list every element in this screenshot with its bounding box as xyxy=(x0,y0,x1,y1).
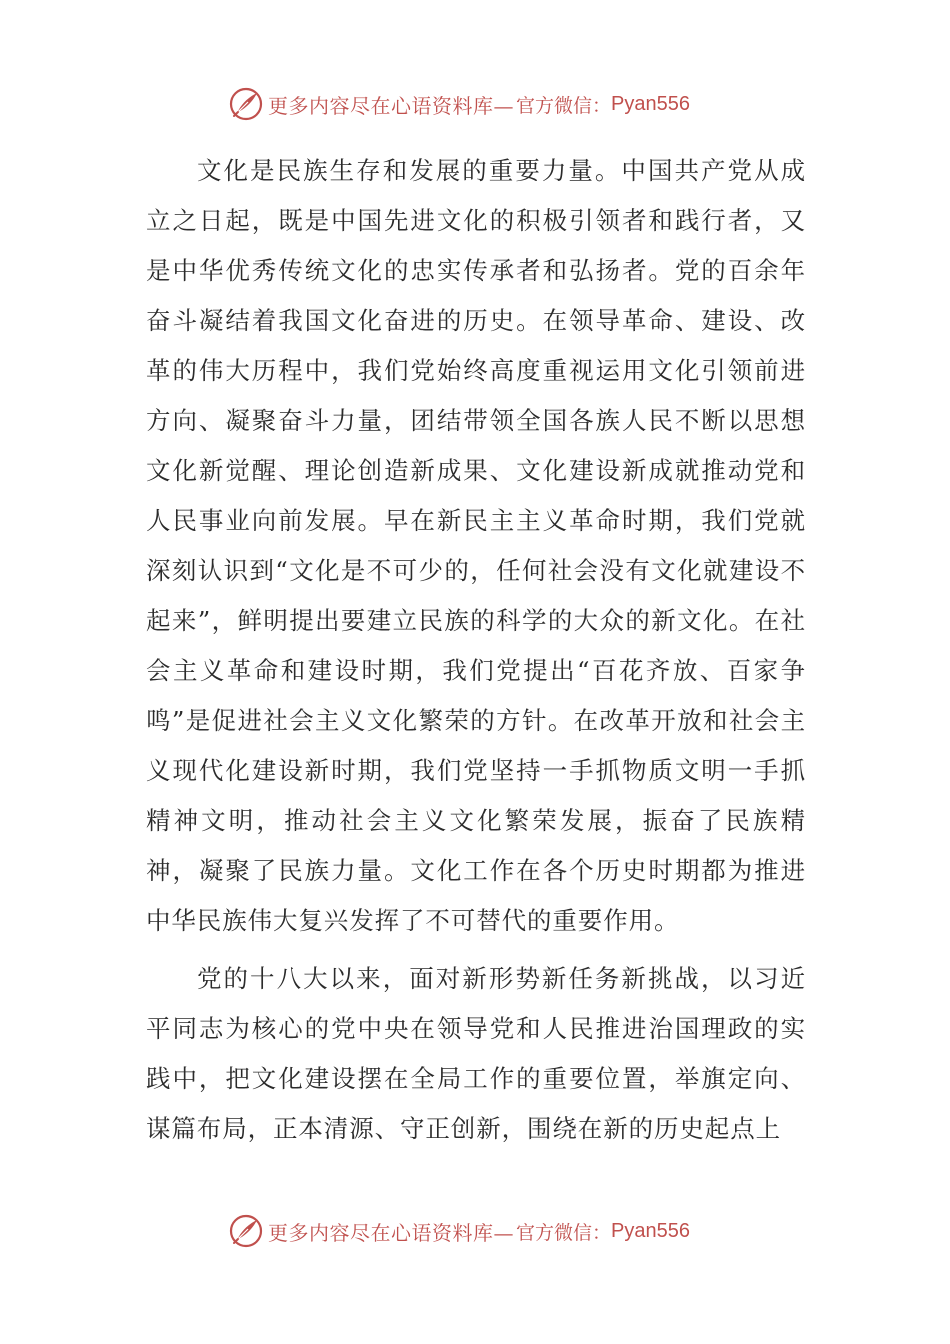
banner-text: 更多内容尽在心语资料库— xyxy=(268,93,514,118)
banner-wechat-id: Pyan556 xyxy=(611,1219,690,1242)
paragraph: 党的十八大以来，面对新形势新任务新挑战，以习近平同志为核心的党中央在领导党和人民推进治国理政的实践中，把文化建设摆在全局工作的重要位置，举旗定向、谋篇布局，正本清源、守正创新，围绕在新的历史起点上 xyxy=(146,964,806,1143)
banner-wechat-label: 官方微信： xyxy=(516,94,612,117)
header-banner xyxy=(228,84,690,124)
footer-banner xyxy=(228,1211,690,1251)
quill-pen-logo-icon xyxy=(228,1213,264,1249)
banner-wechat-id: Pyan556 xyxy=(611,92,690,115)
body-text xyxy=(146,146,806,1154)
paragraph: 文化是民族生存和发展的重要力量。中国共产党从成立之日起，既是中国先进文化的积极引领者和践行者，又是中华优秀传统文化的忠实传承者和弘扬者。党的百余年奋斗凝结着我国文化奋进的历史。在领导革命、建设、改革的伟大历程中，我们党始终高度重视运用文化引领前进方向、凝聚奋斗力量，团结带领全国各族人民不断以思想文化新觉醒、理论创造新成果、文化建设新成就推动党和人民事业向前发展。早在新民主主义革命时期，我们党就深刻认识到“文化是不可少的，任何社会没有文化就建设不起来”，鲜明提出要建立民族的科学的大众的新文化。在社会主义革命和建设时期，我们党提出“百花齐放、百家争鸣”是促进社会主义文化繁荣的方针。在改革开放和社会主义现代化建设新时期，我们党坚持一手抓物质文明一手抓精神文明，推动社会主义文化繁荣发展，振奋了民族精神，凝聚了民族力量。文化工作在各个历史时期都为推进中华民族伟大复兴发挥了不可替代的重要作用。 xyxy=(146,156,806,935)
banner-wechat-label: 官方微信： xyxy=(516,1221,612,1244)
banner-text: 更多内容尽在心语资料库— xyxy=(268,1220,514,1245)
quill-pen-logo-icon xyxy=(228,86,264,122)
